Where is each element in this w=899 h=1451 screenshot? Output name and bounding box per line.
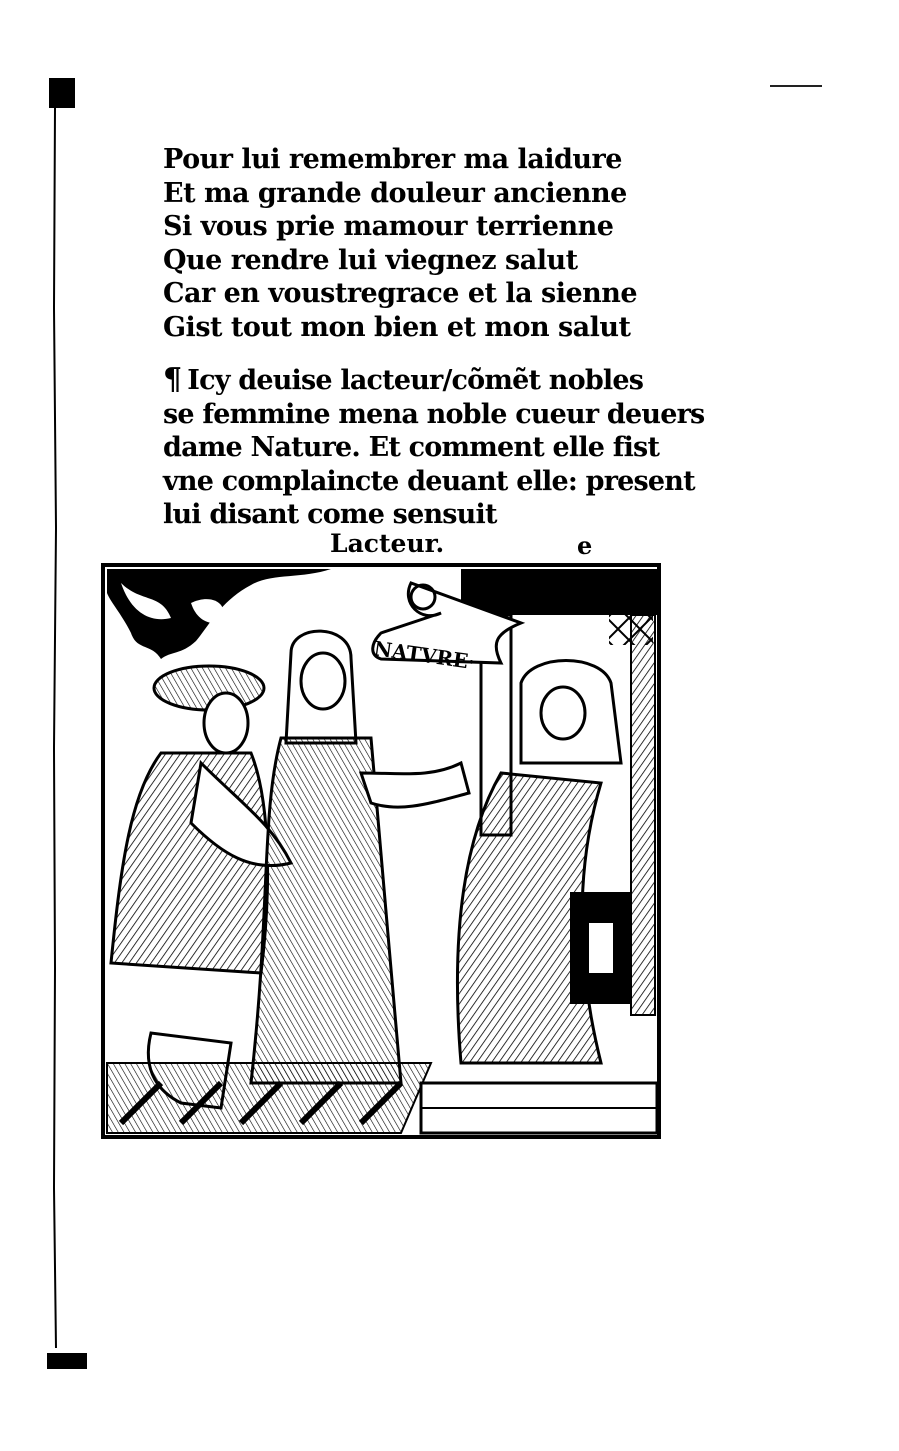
top-rule (770, 85, 822, 87)
verse-line: Et ma grande douleur ancienne (163, 177, 627, 209)
rubric-line: vne complaincte deuant elle: present (163, 465, 695, 497)
verse-block (163, 143, 638, 344)
verse-line: Gist tout mon bien et mon salut (163, 311, 631, 343)
rubric-line (163, 362, 644, 398)
rubric-line: se femmine mena noble cueur deuers (163, 398, 705, 430)
rubric-line: lui disant come sensuit (163, 499, 497, 530)
speaker-heading: Lacteur. (330, 529, 445, 558)
signature-mark: e (577, 531, 593, 560)
verse-line: Si vous prie mamour terrienne (163, 211, 614, 242)
gutter-edge-line (52, 108, 58, 1348)
rubric-block (163, 362, 705, 532)
verse-line: Car en voustregrace et la sienne (163, 278, 638, 309)
rubric-text: Icy deuise lacteur/cõmẽt nobles (187, 365, 644, 396)
banner-label: NATVRE· (372, 636, 477, 675)
pilcrow-mark: ¶ (163, 362, 182, 397)
gutter-mark-top (49, 78, 75, 108)
gutter-mark-bottom (47, 1353, 87, 1369)
verse-line: Que rendre lui viegnez salut (163, 244, 578, 276)
woodcut-illustration (101, 563, 661, 1139)
rubric-line: dame Nature. Et comment elle fist (163, 432, 660, 463)
verse-line: Pour lui remembrer ma laidure (163, 144, 622, 175)
